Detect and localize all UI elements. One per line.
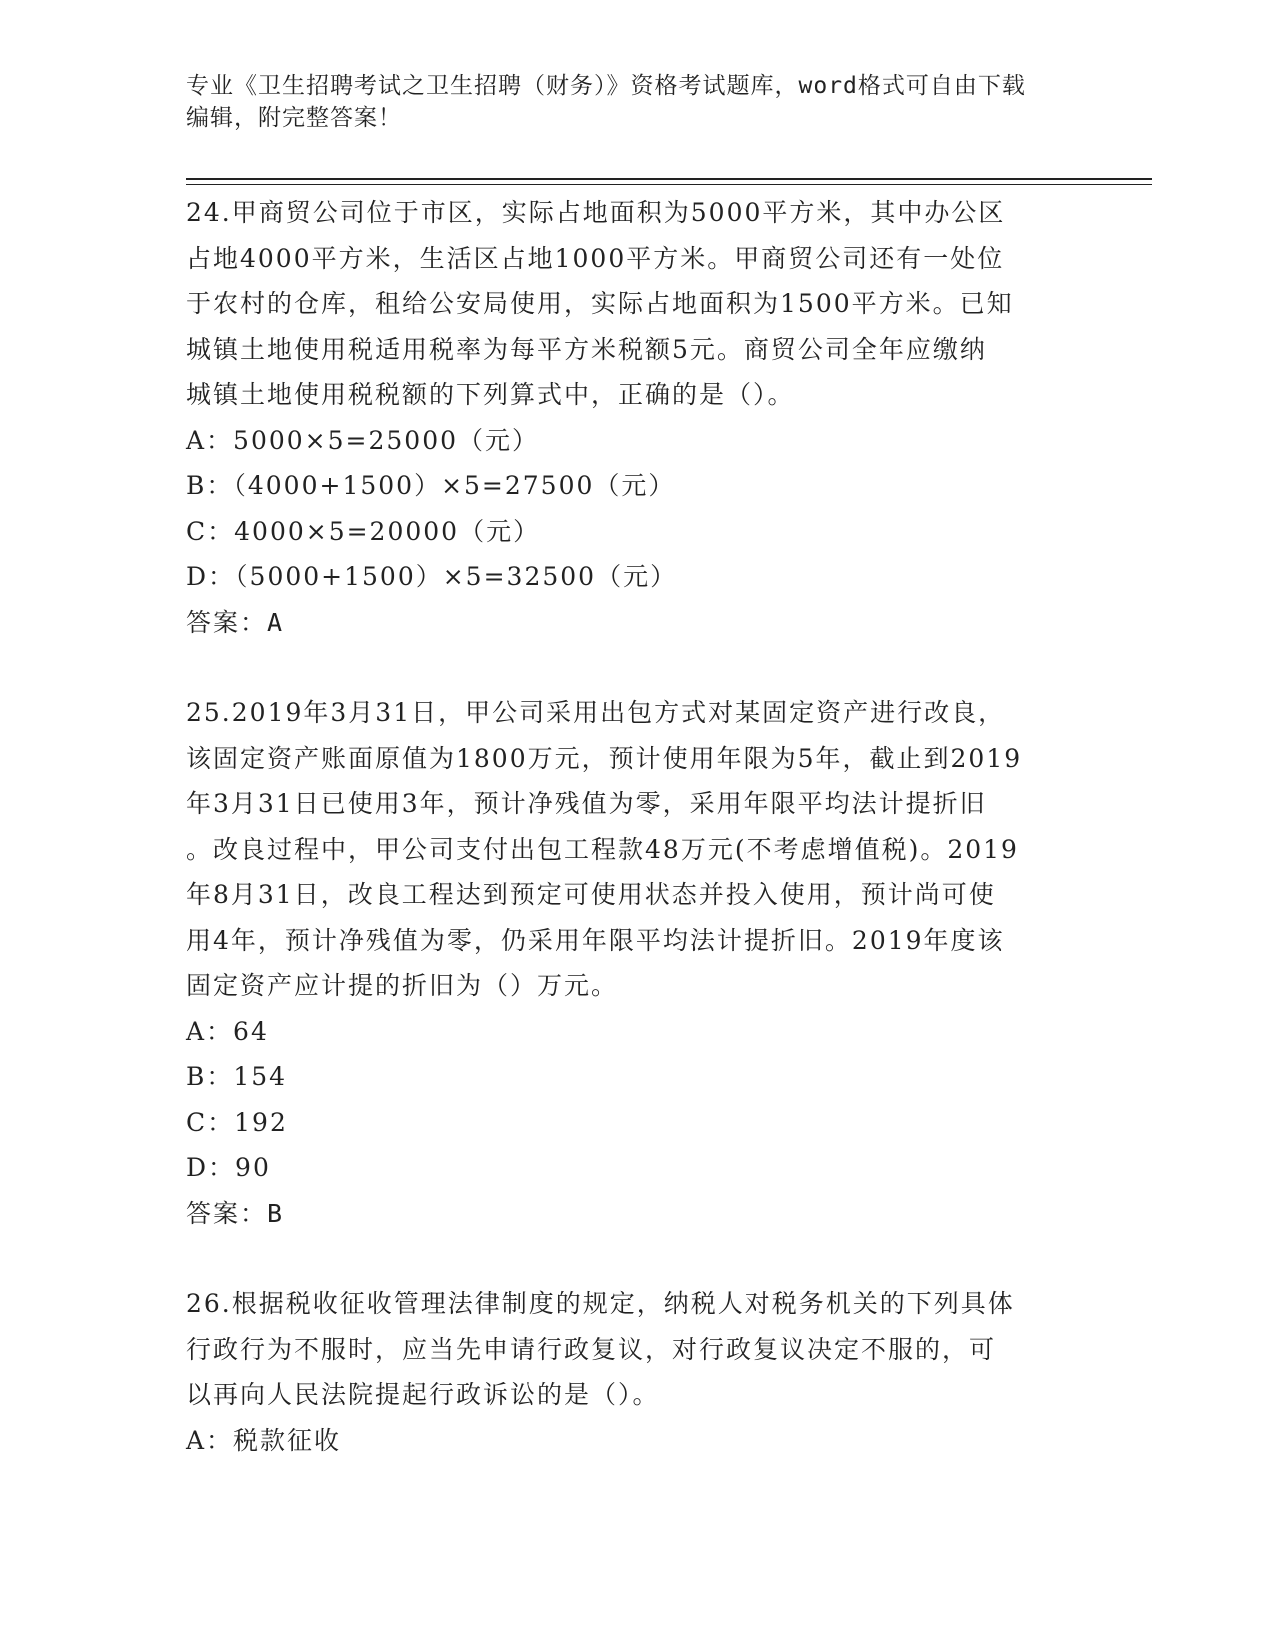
question-24	[186, 190, 1086, 645]
option-c: C：192	[186, 1107, 288, 1137]
question-text-line: 。改良过程中，甲公司支付出包工程款48万元(不考虑增值税)。2019	[186, 834, 1019, 864]
option-c: C：4000×5=20000（元）	[186, 516, 541, 546]
question-text-line: 年3月31日已使用3年，预计净残值为零，采用年限平均法计提折旧	[186, 789, 987, 818]
answer: 答案：A	[186, 607, 285, 637]
question-text-line: 以再向人民法院提起行政诉讼的是（）。	[186, 1380, 660, 1409]
header-line-1: 专业《卫生招聘考试之卫生招聘（财务）》资格考试题库，word格式可自由下载	[186, 73, 1026, 99]
question-text-line: 城镇土地使用税税额的下列算式中，正确的是（）。	[186, 380, 795, 409]
question-text-line: 城镇土地使用税适用税率为每平方米税额5元。商贸公司全年应缴纳	[186, 334, 987, 364]
document-header	[186, 70, 1066, 134]
question-text-line: 于农村的仓库，租给公安局使用，实际占地面积为1500平方米。已知	[186, 289, 1014, 318]
option-d: D：90	[186, 1153, 271, 1182]
question-text-line: 24.甲商贸公司位于市区，实际占地面积为5000平方米，其中办公区	[186, 198, 1006, 227]
header-line-2: 编辑，附完整答案！	[186, 105, 402, 131]
question-25	[186, 690, 1086, 1236]
question-text-line: 该固定资产账面原值为1800万元，预计使用年限为5年，截止到2019	[186, 743, 1023, 773]
question-26	[186, 1281, 1086, 1463]
header-divider-thin	[186, 184, 1152, 185]
option-d: D：（5000+1500）×5=32500（元）	[186, 562, 678, 591]
question-list	[186, 190, 1086, 1508]
option-a: A：64	[186, 1016, 269, 1046]
question-text-line: 25.2019年3月31日，甲公司采用出包方式对某固定资产进行改良，	[186, 698, 1006, 727]
question-text-line: 26.根据税收征收管理法律制度的规定，纳税人对税务机关的下列具体	[186, 1289, 1015, 1318]
question-text-line: 固定资产应计提的折旧为（）万元。	[186, 971, 619, 1000]
header-divider-thick	[186, 178, 1152, 180]
option-b: B：154	[186, 1062, 288, 1091]
option-b: B：（4000+1500）×5=27500（元）	[186, 471, 676, 500]
question-text-line: 占地4000平方米，生活区占地1000平方米。甲商贸公司还有一处位	[186, 243, 1005, 273]
option-a: A：5000×5=25000（元）	[186, 425, 540, 455]
question-text-line: 行政行为不服时，应当先申请行政复议，对行政复议决定不服的，可	[186, 1334, 997, 1364]
option-a: A：税款征收	[186, 1425, 342, 1455]
answer: 答案：B	[186, 1198, 285, 1228]
question-text-line: 用4年，预计净残值为零，仍采用年限平均法计提折旧。2019年度该	[186, 925, 1005, 955]
question-text-line: 年8月31日，改良工程达到预定可使用状态并投入使用，预计尚可使	[186, 880, 996, 909]
